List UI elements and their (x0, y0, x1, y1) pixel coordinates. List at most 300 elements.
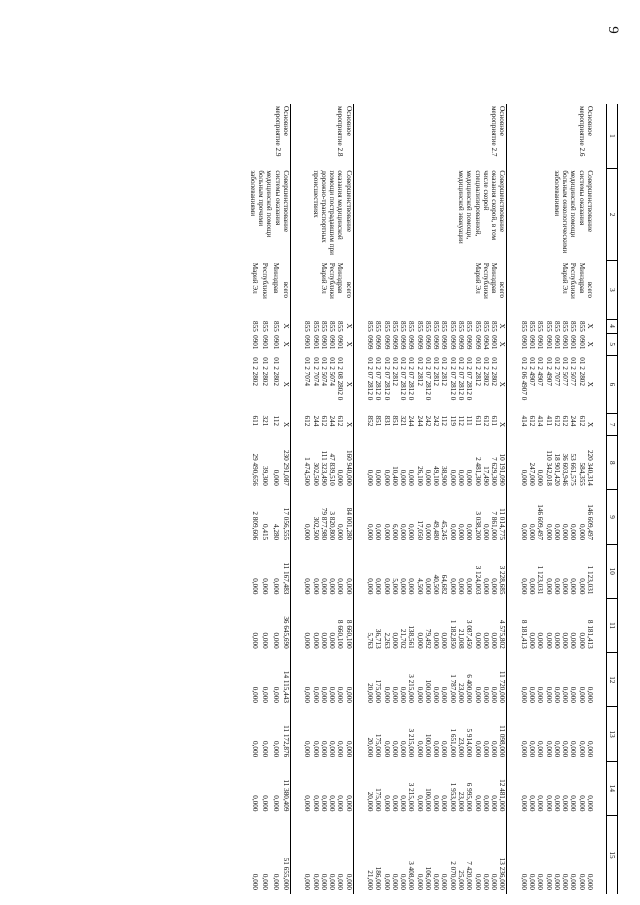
amount-cell: 0,000 (303, 523, 312, 541)
amount-cell: 0,000 (319, 578, 328, 595)
amount-cell: 0,000 (561, 686, 570, 703)
amount-cell: 0,000 (440, 795, 449, 812)
total-cell: X (498, 355, 507, 413)
amount-cell: 0,000 (528, 686, 537, 703)
amount-cell: 0,000 (577, 578, 586, 595)
column-header-13: 13 (607, 707, 618, 761)
amount-cell: 1 182,850 (448, 619, 457, 649)
amount-cell: 302,500 (311, 516, 320, 541)
code-cell: 612 (561, 415, 570, 427)
amount-cell: 0,000 (374, 523, 383, 541)
amount-cell: 0,000 (528, 632, 537, 649)
executor-cell: Минздрав (490, 262, 499, 294)
amount-cell: 3 820,800 (328, 511, 337, 541)
amount-cell: 0,000 (271, 741, 280, 758)
amount-cell: 175,000 (374, 788, 383, 812)
amount-cell: 0,000 (490, 632, 499, 649)
amount-cell: 0,000 (390, 686, 399, 703)
amount-cell: 6,000 (390, 523, 399, 541)
amount-cell: 0,000 (473, 873, 482, 890)
amount-cell: 0,000 (440, 686, 449, 703)
amount-cell: 0,000 (261, 873, 270, 890)
code-cell: 01 2 08 2802 0 (336, 357, 345, 401)
amount-cell: 3 215,000 (407, 674, 416, 703)
column-header-11: 11 (607, 598, 618, 652)
amount-cell: 0,000 (457, 469, 466, 486)
amount-cell: 64,682 (440, 574, 449, 595)
code-cell: 0909 (473, 335, 482, 350)
amount-cell: 0,000 (552, 741, 561, 758)
event-title: Совершенствование системы оказания медицинской помощи больным онкологическими заболеваниями (552, 170, 594, 254)
total-label: всего (344, 261, 353, 319)
amount-cell: 49,100 (432, 466, 441, 486)
total-cell: 0,000 (586, 873, 594, 890)
code-cell: 01 2 7074 (303, 357, 312, 386)
code-cell: 01 2 07 2812 0 (423, 357, 432, 401)
code-cell: 0909 (407, 335, 416, 350)
amount-cell: 8 660,100 (336, 619, 345, 649)
amount-cell: 0,000 (440, 873, 449, 890)
amount-cell: 0,415 (261, 523, 270, 541)
budget-table (249, 104, 618, 894)
total-cell: X (344, 319, 353, 333)
amount-cell: 0,000 (261, 632, 270, 649)
code-cell: 01 2 5074 (328, 357, 337, 386)
amount-cell: 0,000 (536, 873, 545, 890)
amount-cell: 0,000 (577, 686, 586, 703)
code-cell: 242 (423, 415, 432, 427)
amount-cell: 0,000 (432, 795, 441, 812)
code-cell: 414 (519, 415, 528, 427)
amount-cell: 25,000 (457, 870, 466, 890)
amount-cell: 45,245 (440, 520, 449, 541)
event-title: Совершенствование оказания скорой, в том числе скорой специализированной, медицинской помощи, медицинской эвакуации (366, 168, 507, 260)
total-cell: 1 123,031 (586, 565, 594, 595)
amount-cell: 0,000 (457, 523, 466, 541)
code-cell: 855 (423, 321, 432, 332)
amount-cell: 1 651,000 (448, 728, 457, 758)
code-cell: 855 (319, 321, 328, 332)
code-cell: 0909 (465, 335, 474, 350)
amount-cell: 0,000 (415, 686, 424, 703)
amount-cell: 0,000 (569, 741, 578, 758)
code-cell: 611 (490, 415, 499, 427)
amount-cell: 4,280 (271, 523, 280, 541)
total-cell: 0,000 (344, 815, 353, 894)
total-cell: X (498, 333, 507, 355)
amount-cell: 111 323,490 (319, 450, 328, 486)
executor-cell (440, 261, 448, 319)
code-cell: 855 (261, 321, 270, 332)
code-cell: 0909 (399, 335, 408, 350)
total-cell: X (498, 414, 507, 436)
code-cell: 855 (399, 321, 408, 332)
amount-cell: 0,000 (569, 873, 578, 890)
amount-cell: 0,000 (399, 873, 408, 890)
amount-cell: 0,000 (561, 578, 570, 595)
amount-cell: 186,000 (374, 866, 383, 890)
total-cell: X (586, 341, 594, 347)
code-cell: 01 2 2802 (261, 357, 270, 386)
code-cell: 855 (448, 321, 457, 332)
column-header-3: 3 (607, 261, 618, 319)
amount-cell: 21,000 (365, 870, 374, 890)
amount-cell: 0,000 (481, 795, 490, 812)
code-cell: 119 (448, 415, 457, 427)
code-cell: 855 (407, 321, 416, 332)
total-cell: X (280, 319, 291, 333)
code-cell: 01 2 5074 (319, 357, 328, 386)
code-cell: 01 2 07 2812 0 (457, 357, 466, 401)
amount-cell: 0,000 (399, 686, 408, 703)
event-label: Основное мероприятие 2.6 (577, 106, 594, 157)
executor-cell (553, 261, 561, 319)
amount-cell: 0,000 (399, 469, 408, 486)
code-cell: 411 (544, 415, 553, 427)
code-cell: 0901 (536, 335, 545, 350)
amount-cell: 2,263 (382, 632, 391, 649)
amount-cell: 5,763 (365, 632, 374, 649)
amount-cell: 0,000 (473, 741, 482, 758)
column-header-12: 12 (607, 653, 618, 707)
total-label: всего (586, 281, 594, 298)
code-cell: 855 (415, 321, 424, 332)
amount-cell: 0,000 (271, 578, 280, 595)
amount-cell: 0,000 (382, 578, 391, 595)
amount-cell: 0,000 (544, 873, 553, 890)
section-gap (594, 104, 607, 894)
amount-cell: 0,000 (552, 795, 561, 812)
amount-cell: 79 877,980 (319, 507, 328, 541)
total-cell: 11 098,000 (498, 707, 507, 761)
amount-cell: 0,000 (536, 632, 545, 649)
event-label: Основное мероприятие 2.7 (366, 104, 507, 168)
executor-cell: Марий Эл (250, 262, 259, 294)
code-cell: 855 (465, 321, 474, 332)
event-label: Основное мероприятие 2.9 (249, 104, 291, 168)
executor-cell: Минздрав (271, 262, 280, 294)
code-cell: 01 2 2812 (473, 357, 482, 386)
total-cell: 4 575,802 (498, 598, 507, 652)
total-cell: 36 645,690 (280, 598, 291, 652)
code-cell: 0909 (415, 335, 424, 350)
event-total-row (344, 104, 353, 894)
total-cell: 3 228,685 (498, 544, 507, 598)
code-cell: 01 2 4907 (544, 357, 553, 386)
code-cell: 855 (440, 321, 449, 332)
executor-cell: Марий Эл (319, 262, 328, 294)
amount-cell: 0,000 (261, 741, 270, 758)
code-cell: 0909 (457, 335, 466, 350)
executor-cell (303, 261, 311, 319)
amount-cell: 0,000 (311, 873, 320, 890)
amount-cell: 0,000 (544, 741, 553, 758)
code-cell: 611 (250, 415, 259, 427)
total-cell: X (344, 414, 353, 436)
total-cell: 146 609,497 (586, 504, 594, 541)
code-cell: 855 (382, 321, 391, 332)
total-cell: 17 056,555 (280, 490, 291, 544)
code-cell: 855 (473, 321, 482, 332)
amount-cell: 584,355 (577, 462, 586, 486)
amount-cell: 0,000 (481, 686, 490, 703)
amount-cell: 0,000 (319, 686, 328, 703)
amount-cell: 0,000 (528, 873, 537, 890)
amount-cell: 0,000 (519, 795, 528, 812)
amount-cell: 21,702 (399, 628, 408, 649)
executor-cell (311, 261, 319, 319)
amount-cell: 2 070,000 (448, 861, 457, 890)
code-cell: 01 2 2802 (577, 357, 586, 386)
code-cell: 111 (465, 415, 474, 426)
total-cell: 13 236,000 (498, 815, 507, 894)
amount-cell: 0,000 (536, 469, 545, 486)
amount-cell: 0,000 (319, 741, 328, 758)
total-cell: X (586, 421, 594, 428)
code-cell: 0901 (490, 335, 499, 350)
amount-cell: 0,000 (490, 873, 499, 890)
code-cell: 244 (415, 415, 424, 427)
code-cell: 855 (457, 321, 466, 332)
executor-cell (415, 261, 423, 319)
amount-cell: 0,000 (423, 523, 432, 541)
total-cell: 220 340,314 (586, 449, 594, 486)
code-cell: 855 (390, 321, 399, 332)
amount-cell: 0,000 (336, 873, 345, 890)
total-cell: X (280, 355, 291, 413)
code-cell: 0909 (382, 335, 391, 350)
code-cell: 01 2 4907 (528, 357, 537, 386)
code-cell: 01 2 2812 (440, 357, 449, 386)
column-number-header (607, 104, 618, 894)
total-cell: 8 660,100 (344, 598, 353, 652)
total-cell: 0,000 (344, 707, 353, 761)
amount-cell: 0,000 (303, 795, 312, 812)
amount-cell: 0,000 (544, 632, 553, 649)
amount-cell: 0,000 (250, 795, 259, 812)
code-cell: 855 (481, 321, 490, 332)
amount-cell: 36 603,946 (561, 453, 570, 486)
code-cell: 0909 (440, 335, 449, 350)
amount-cell: 40,500 (432, 574, 441, 595)
executor-cell (544, 261, 552, 319)
amount-cell: 0,000 (473, 632, 482, 649)
amount-cell: 0,000 (303, 873, 312, 890)
total-cell: 0,000 (586, 795, 594, 812)
code-cell: 855 (250, 321, 259, 332)
code-cell: 0909 (432, 335, 441, 350)
total-cell: 11 720,000 (498, 653, 507, 707)
code-cell: 0909 (390, 335, 399, 350)
amount-cell: 0,000 (465, 578, 474, 595)
amount-cell: 0,000 (311, 686, 320, 703)
rotated-table-container (88, 104, 618, 894)
amount-cell: 1 953,000 (448, 782, 457, 812)
code-cell: 831 (382, 415, 391, 427)
amount-cell: 3 124,003 (473, 565, 482, 595)
amount-cell: 0,000 (250, 578, 259, 595)
executor-cell (407, 261, 415, 319)
total-label: всего (280, 261, 291, 319)
column-header-14: 14 (607, 761, 618, 815)
amount-cell: 0,000 (319, 795, 328, 812)
amount-cell: 0,000 (490, 578, 499, 595)
code-cell: 855 (328, 321, 337, 332)
amount-cell: 0,000 (440, 632, 449, 649)
amount-cell: 0,000 (423, 469, 432, 486)
amount-cell: 5 914,000 (465, 728, 474, 758)
amount-cell: 18 901,420 (552, 453, 561, 486)
amount-cell: 0,000 (552, 632, 561, 649)
amount-cell: 0,000 (336, 578, 345, 595)
amount-cell: 175,000 (374, 679, 383, 703)
amount-cell: 3 087,450 (465, 619, 474, 649)
amount-cell: 3 038,200 (473, 511, 482, 541)
total-cell: 11 380,409 (280, 761, 291, 815)
total-cell: X (586, 323, 594, 329)
executor-cell (457, 261, 465, 319)
code-cell: 0909 (448, 335, 457, 350)
amount-cell: 0,000 (519, 578, 528, 595)
amount-cell: 0,000 (336, 469, 345, 486)
total-cell: X (586, 381, 594, 387)
amount-cell: 0,000 (528, 795, 537, 812)
code-cell: 0901 (544, 335, 553, 350)
amount-cell: 0,000 (382, 469, 391, 486)
executor-cell: Минздрав (336, 262, 345, 294)
amount-cell: 0,000 (473, 795, 482, 812)
code-cell: 0909 (374, 335, 383, 350)
code-cell: 855 (528, 321, 537, 332)
amount-cell: 0,000 (250, 686, 259, 703)
amount-cell: 0,000 (536, 686, 545, 703)
amount-cell: 0,000 (261, 686, 270, 703)
amount-cell: 0,000 (490, 795, 499, 812)
total-cell: X (498, 319, 507, 333)
code-cell: 612 (336, 415, 345, 427)
event-title: Совершенствование системы оказания медицинской помощи больным прочими заболеваниями (249, 168, 291, 260)
amount-cell: 0,000 (365, 578, 374, 595)
amount-cell: 0,000 (390, 795, 399, 812)
section-gap (291, 104, 304, 894)
amount-cell: 0,000 (481, 523, 490, 541)
amount-cell: 100,000 (423, 679, 432, 703)
total-cell: 12 481,000 (498, 761, 507, 815)
amount-cell: 0,000 (569, 523, 578, 541)
amount-cell: 0,000 (399, 578, 408, 595)
code-cell: 01 2 2812 (390, 357, 399, 386)
executor-cell (391, 261, 399, 319)
amount-cell: 0,000 (561, 741, 570, 758)
code-cell: 112 (271, 415, 280, 427)
amount-cell: 0,000 (440, 741, 449, 758)
amount-cell: 0,000 (271, 873, 280, 890)
amount-cell: 0,000 (319, 632, 328, 649)
event-label: Основное мероприятие 2.8 (303, 104, 353, 168)
amount-cell: 1 787,000 (448, 674, 457, 703)
amount-cell: 0,000 (457, 578, 466, 595)
code-cell: 855 (536, 321, 545, 332)
event-total-row (586, 104, 594, 894)
total-cell: X (344, 355, 353, 413)
amount-cell: 0,000 (490, 741, 499, 758)
code-cell: 855 (365, 321, 374, 332)
amount-cell: 0,000 (311, 795, 320, 812)
code-cell: 612 (481, 415, 490, 427)
amount-cell: 2 481,300 (473, 457, 482, 486)
column-header-7: 7 (607, 414, 618, 436)
executor-cell (432, 261, 440, 319)
executor-cell (519, 261, 527, 319)
code-cell: 244 (311, 415, 320, 427)
amount-cell: 0,000 (432, 873, 441, 890)
amount-cell: 21,008 (457, 628, 466, 649)
amount-cell: 0,000 (311, 741, 320, 758)
amount-cell: 0,000 (465, 469, 474, 486)
code-cell: 611 (473, 415, 482, 427)
executor-cell: Республики (261, 262, 270, 299)
amount-cell: 0,000 (365, 469, 374, 486)
total-cell: 0,000 (344, 544, 353, 598)
amount-cell: 0,000 (261, 795, 270, 812)
amount-cell: 0,000 (519, 523, 528, 541)
total-cell: 0,000 (344, 761, 353, 815)
amount-cell: 0,000 (303, 578, 312, 595)
code-cell: 0901 (561, 335, 570, 350)
amount-cell: 247,000 (528, 462, 537, 486)
amount-cell: 39,300 (261, 466, 270, 486)
code-cell: 0904 (481, 335, 490, 350)
total-label: всего (498, 261, 507, 319)
code-cell: 0901 (261, 335, 270, 350)
amount-cell: 3 215,000 (407, 728, 416, 758)
amount-cell: 0,000 (319, 873, 328, 890)
total-cell: X (280, 414, 291, 436)
amount-cell: 26,100 (415, 466, 424, 486)
code-cell: 855 (490, 321, 499, 332)
amount-cell: 0,000 (250, 741, 259, 758)
amount-cell: 0,000 (577, 632, 586, 649)
amount-cell: 0,000 (577, 741, 586, 758)
amount-cell: 17,490 (481, 466, 490, 486)
amount-cell: 0,000 (448, 523, 457, 541)
code-cell: 612 (528, 415, 537, 427)
amount-cell: 0,000 (528, 578, 537, 595)
amount-cell: 146 609,497 (536, 504, 545, 541)
code-cell: 855 (303, 321, 312, 332)
code-cell: 01 2 2812 (415, 357, 424, 386)
amount-cell: 100,000 (423, 733, 432, 758)
code-cell: 01 2 2802 (490, 357, 499, 386)
amount-cell: 79,492 (423, 628, 432, 649)
total-cell: 0,000 (586, 741, 594, 758)
code-cell: 0901 (577, 335, 586, 350)
amount-cell: 0,000 (336, 686, 345, 703)
code-cell: 855 (271, 321, 280, 332)
column-header-6: 6 (607, 355, 618, 413)
code-cell: 0909 (365, 335, 374, 350)
total-cell: 14 115,443 (280, 653, 291, 707)
code-cell: 01 2 7074 (311, 357, 320, 386)
code-cell: 612 (319, 415, 328, 427)
code-cell: 321 (399, 415, 408, 427)
amount-cell: 0,000 (519, 686, 528, 703)
code-cell: 01 2 07 2812 0 (465, 357, 474, 401)
code-cell: 242 (432, 415, 441, 427)
amount-cell: 0,000 (328, 632, 337, 649)
section-gap (507, 104, 520, 894)
total-cell: 84 001,280 (344, 490, 353, 544)
